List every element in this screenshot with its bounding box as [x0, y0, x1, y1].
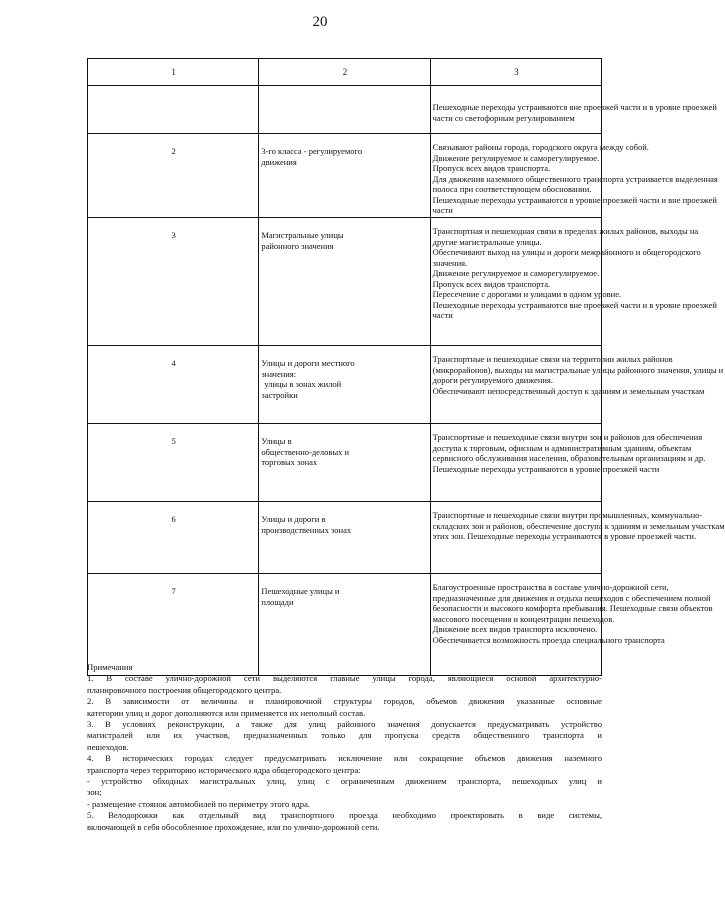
note-line: 5. Велодорожки как отдельный вид транспортного проезда необходимо проектировать в виде системы,: [87, 810, 602, 821]
header-col-number: 1: [88, 59, 259, 86]
purpose-line: Движение регулируемое и саморегулируемое.: [432, 268, 600, 278]
table-header-row: [88, 59, 602, 86]
category-line: площади: [261, 596, 294, 607]
street-category: [259, 502, 430, 574]
category-line: Пешеходные улицы и: [261, 586, 340, 596]
purpose-line: Пересечение с дорогами и улицами в одном уровне.: [432, 289, 622, 299]
purpose-line: Пешеходные переходы устраиваются вне проезжей части и в уровне проезжей: [432, 299, 717, 310]
purpose-line: другие магистральные улицы.: [432, 236, 542, 247]
row-number: 6: [88, 502, 259, 574]
table-row: [88, 134, 602, 218]
note-line: зон;: [87, 787, 102, 798]
note-line: включающей в себя обособленное прохождение, или по улично-дорожной сети.: [87, 821, 380, 832]
purpose-line: Транспортные и пешеходные связи внутри зон и районов для обеспечения: [432, 432, 703, 442]
purpose-line: доступа к торговым, офисным и административным зданиям, объектам: [432, 442, 692, 453]
purpose-line: Обеспечивается возможность проезда специального транспорта: [432, 634, 665, 645]
purpose-line: Обеспечивают выход на улицы и дороги межрайонного и общегородского: [432, 247, 701, 257]
purpose-line: Пропуск всех видов транспорта.: [432, 163, 551, 173]
street-category: [259, 134, 430, 218]
purpose-line: значения.: [432, 257, 468, 268]
purpose-line: Транспортная и пешеходная связи в пределах жилых районов, выходы на: [432, 226, 699, 236]
category-line: общественно-деловых и: [261, 446, 350, 457]
category-line: районного значения: [261, 240, 334, 251]
purpose-line: массового посещения и концентрации пешеходов.: [432, 613, 615, 624]
category-line: 3-го класса - регулируемого: [261, 146, 363, 156]
note-line: - размещение стоянок автомобилей по периметру этого ядра.: [87, 798, 311, 809]
purpose-line: Связывают районы города, городского округа между собой.: [432, 142, 649, 152]
street-category: [259, 424, 430, 502]
category-line: торговых зонах: [261, 457, 318, 467]
category-line: Улицы и дороги местного: [261, 358, 355, 368]
category-line: значения:: [261, 368, 297, 379]
category-line: Улицы и дороги в: [261, 514, 326, 524]
street-category: [259, 574, 430, 676]
notes-section: [87, 662, 602, 833]
table-row: [88, 218, 602, 346]
purpose-line: складских зон и районов, обеспечение доступа к зданиям и земельным участкам: [432, 520, 725, 531]
header-col-purpose: 3: [430, 59, 601, 86]
street-purpose: [430, 86, 717, 134]
street-classification-table: [87, 58, 725, 676]
note-line: 1. В составе улично-дорожной сети выделяются главные улицы города, являющиеся основой архитектурно-: [87, 673, 602, 684]
purpose-line: дороги регулируемого движения.: [432, 375, 553, 385]
purpose-line: полоса при соответствующем обосновании.: [432, 184, 592, 194]
purpose-line: этих зон. Пешеходные переходы устраиваются в уровне проезжей части.: [432, 531, 697, 541]
street-category: [259, 218, 430, 346]
purpose-line: Транспортные и пешеходные связи на территории жилых районов: [432, 354, 673, 364]
purpose-line: Благоустроенные пространства в составе улично-дорожной сети,: [432, 582, 669, 592]
street-purpose: [430, 218, 717, 346]
street-purpose: [430, 424, 706, 502]
street-purpose: [430, 346, 724, 424]
purpose-line: сервисного обслуживания населения, образовательным организациям и др.: [432, 453, 706, 463]
note-line: 3. В условиях реконструкции, а также для улиц районного значения допускается предусматривать устройство: [87, 719, 602, 730]
purpose-line: Движение всех видов транспорта исключено.: [432, 624, 598, 634]
purpose-line: (микрорайонов), выходы на магистральные улицы районного значения, улицы и: [432, 364, 724, 375]
category-line: производственных зонах: [261, 524, 352, 535]
purpose-line: Обеспечивают непосредственный доступ к зданиям и земельным участкам: [432, 385, 705, 396]
purpose-line: части со светофорным регулированием: [432, 112, 575, 123]
row-number: 2: [88, 134, 259, 218]
note-line: - устройство обходных магистральных улиц, улиц с ограниченным движением транспорта, пешеходных улиц и: [87, 776, 602, 787]
table-row: [88, 502, 602, 574]
street-purpose: [430, 502, 725, 574]
category-line: движения: [261, 156, 297, 167]
purpose-line: Пешеходные переходы устраиваются в уровне проезжей части: [432, 463, 660, 474]
category-line: застройки: [261, 389, 298, 400]
table-row: [88, 574, 602, 676]
street-category: [259, 346, 430, 424]
note-line: пешеходов.: [87, 741, 129, 752]
note-line: планировочного построения общегородского центра.: [87, 684, 282, 695]
street-purpose: [430, 134, 718, 218]
note-line: категории улиц и дорог дополняются или применяется их неполный состав.: [87, 707, 366, 718]
row-number: 7: [88, 574, 259, 676]
category-line: Магистральные улицы: [261, 230, 344, 240]
purpose-line: Для движения наземного общественного транспорта устраивается выделенная: [432, 173, 718, 184]
table-row: [88, 424, 602, 502]
purpose-line: предназначенные для движения и отдыха пешеходов с обеспечением полной: [432, 592, 711, 603]
row-number: 3: [88, 218, 259, 346]
street-purpose: [430, 574, 713, 676]
row-number: [88, 86, 259, 134]
purpose-line: Пешеходные переходы устраиваются в уровне проезжей части и вне проезжей: [432, 194, 717, 205]
note-line: 4. В исторических городах следует предусматривать исключение или сокращение объемов движения наземного: [87, 753, 602, 764]
row-number: 5: [88, 424, 259, 502]
category-line: Улицы в: [261, 436, 292, 446]
purpose-line: части: [432, 310, 453, 320]
page-number: 20: [312, 14, 328, 30]
street-category: [259, 86, 430, 134]
purpose-line: Движение регулируемое и саморегулируемое.: [432, 152, 600, 163]
purpose-line: Пропуск всех видов транспорта.: [432, 278, 551, 289]
purpose-line: безопасности и высокого комфорта пребывания. Пешеходные связи объектов: [432, 603, 713, 613]
purpose-line: части: [432, 205, 453, 215]
note-line: 2. В зависимости от величины и планировочной структуры городов, объемов движения указанные основные: [87, 696, 602, 707]
row-number: 4: [88, 346, 259, 424]
note-line: транспорта через территорию исторического ядра общегородского центра:: [87, 764, 361, 775]
header-col-category: 2: [259, 59, 430, 86]
purpose-line: Пешеходные переходы устраиваются вне проезжей части и в уровне проезжей: [432, 102, 717, 112]
table-row: [88, 86, 602, 134]
notes-title: Примечания: [87, 662, 133, 672]
purpose-line: Транспортные и пешеходные связи внутри промышленных, коммунально-: [432, 510, 703, 520]
table-row: [88, 346, 602, 424]
note-line: магистралей или их участков, предназначенных только для пропуска средств общественного транспорта и: [87, 730, 602, 741]
category-line: улицы в зонах жилой: [264, 379, 342, 389]
